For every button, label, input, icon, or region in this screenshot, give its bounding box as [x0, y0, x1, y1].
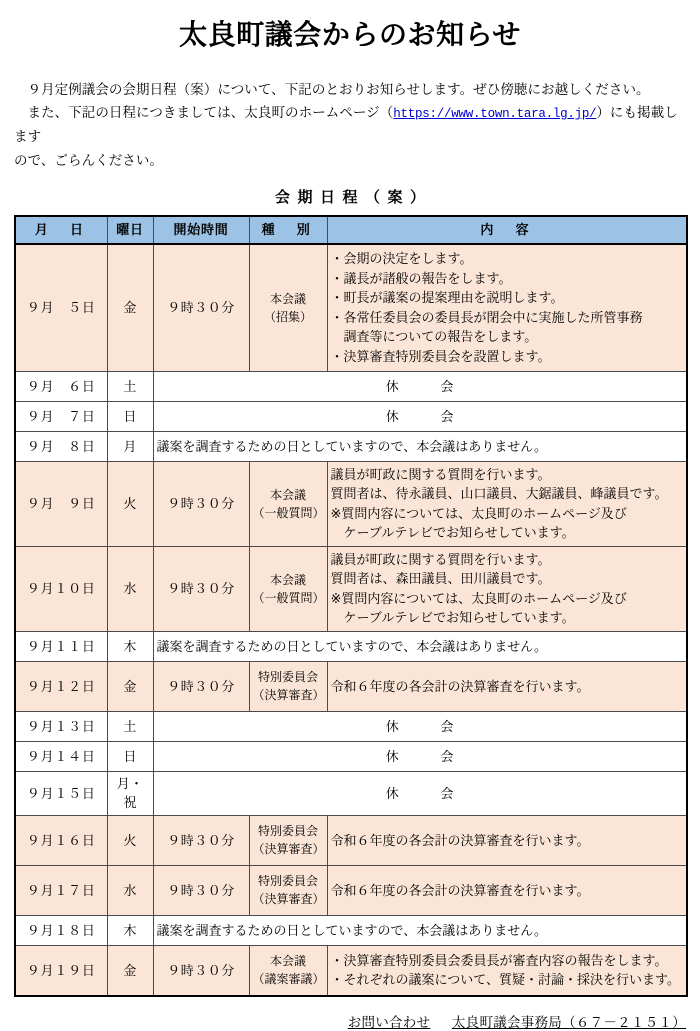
footer-contact: [0, 1011, 686, 1031]
type-line-2: （一般質問）: [252, 505, 325, 520]
cell-weekday: 木: [107, 915, 153, 945]
table-row: [15, 244, 687, 372]
content-line: ・町長が議案の提案理由を説明します。: [330, 290, 564, 306]
table-row: [15, 546, 687, 631]
cell-start-time: ９時３０分: [153, 945, 249, 996]
cell-date: ９月 ５日: [15, 244, 107, 372]
content-line: 議員が町政に関する質問を行います。: [330, 466, 551, 482]
table-row: [15, 431, 687, 461]
cell-content: [327, 815, 687, 865]
content-line: ・決算審査特別委員会委員長が審査内容の報告をします。: [330, 952, 668, 968]
table-row: [15, 771, 687, 815]
town-homepage-link[interactable]: https://www.town.tara.lg.jp/: [393, 106, 597, 121]
cell-weekday: 木: [107, 631, 153, 661]
cell-date: ９月１２日: [15, 661, 107, 711]
cell-content: [327, 546, 687, 631]
cell-start-time: ９時３０分: [153, 244, 249, 372]
cell-date: ９月 ８日: [15, 431, 107, 461]
recess-text-2: 会: [440, 785, 454, 801]
page-title: 太良町議会からのお知らせ: [179, 19, 521, 50]
type-line-1: 本会議: [269, 487, 306, 502]
cell-recess: [153, 711, 687, 741]
type-line-2: （決算審査）: [252, 892, 325, 907]
cell-date: ９月１７日: [15, 865, 107, 915]
recess-text-1: 休: [385, 748, 399, 764]
recess-text-1: 休: [385, 718, 399, 734]
content-line: 質問者は、待永議員、山口議員、大鋸議員、峰議員です。: [330, 486, 668, 502]
cell-no-session-note: 議案を調査するための日としていますので、本会議はありません。: [153, 631, 687, 661]
cell-weekday: 日: [107, 741, 153, 771]
contact-line: [348, 1015, 686, 1030]
content-line: ・会期の決定をします。: [330, 251, 473, 267]
cell-weekday: 土: [107, 711, 153, 741]
cell-content: [327, 461, 687, 546]
cell-date: ９月１０日: [15, 546, 107, 631]
table-row: [15, 371, 687, 401]
column-header-date: 月 日: [15, 216, 107, 244]
table-row: [15, 815, 687, 865]
cell-type: [249, 865, 327, 915]
column-header-content: 内 容: [327, 216, 687, 244]
content-line: ・各常任委員会の委員長が閉会中に実施した所管事務: [330, 309, 643, 325]
cell-recess: [153, 401, 687, 431]
table-row: [15, 915, 687, 945]
type-line-2: （一般質問）: [252, 590, 325, 605]
cell-type: [249, 244, 327, 372]
content-line: ・それぞれの議案について、質疑・討論・採決を行います。: [330, 972, 680, 988]
content-line: ・議長が諸般の報告をします。: [330, 270, 512, 286]
recess-text-1: 休: [385, 378, 399, 394]
intro-line-2-suffix: ）にも掲載します: [14, 104, 678, 145]
cell-start-time: ９時３０分: [153, 546, 249, 631]
recess-text-1: 休: [385, 785, 399, 801]
contact-label: お問い合わせ: [347, 1014, 431, 1030]
cell-date: ９月１９日: [15, 945, 107, 996]
table-row: [15, 631, 687, 661]
cell-start-time: ９時３０分: [153, 815, 249, 865]
recess-text-2: 会: [440, 378, 454, 394]
column-header-type: 種 別: [249, 216, 327, 244]
intro-line-2: [14, 101, 686, 149]
schedule-table-wrapper: [14, 215, 686, 997]
recess-text-2: 会: [440, 718, 454, 734]
type-line-2: （招集）: [263, 309, 312, 324]
cell-date: ９月 ７日: [15, 401, 107, 431]
cell-weekday: 火: [107, 461, 153, 546]
content-line: 令和６年度の各会計の決算審査を行います。: [330, 678, 590, 694]
cell-type: [249, 815, 327, 865]
content-line: 令和６年度の各会計の決算審査を行います。: [330, 832, 590, 848]
type-line-1: 特別委員会: [257, 874, 318, 889]
table-row: [15, 711, 687, 741]
content-line: 令和６年度の各会計の決算審査を行います。: [330, 882, 590, 898]
intro-line-2-prefix: また、下記の日程につきましては、太良町のホームページ（: [27, 104, 394, 120]
cell-weekday: 水: [107, 865, 153, 915]
type-line-2: （決算審査）: [252, 688, 325, 703]
content-line: 質問者は、森田議員、田川議員です。: [330, 571, 551, 587]
cell-date: ９月 ６日: [15, 371, 107, 401]
content-line: ケーブルテレビでお知らせしています。: [343, 525, 575, 541]
column-header-start-time: 開始時間: [153, 216, 249, 244]
cell-weekday: 月・祝: [107, 771, 153, 815]
cell-weekday: 日: [107, 401, 153, 431]
type-line-2: （決算審査）: [252, 842, 325, 857]
cell-content: [327, 661, 687, 711]
cell-date: ９月１４日: [15, 741, 107, 771]
cell-date: ９月１５日: [15, 771, 107, 815]
content-line: ケーブルテレビでお知らせしています。: [343, 610, 575, 626]
content-line: 調査等についての報告をします。: [343, 329, 538, 345]
cell-recess: [153, 371, 687, 401]
cell-type: [249, 661, 327, 711]
recess-text-2: 会: [440, 408, 454, 424]
cell-type: [249, 546, 327, 631]
table-row: [15, 741, 687, 771]
cell-recess: [153, 741, 687, 771]
table-row: [15, 865, 687, 915]
table-row: [15, 661, 687, 711]
session-schedule-table: [14, 215, 688, 997]
column-header-weekday: 曜日: [107, 216, 153, 244]
cell-recess: [153, 771, 687, 815]
cell-type: [249, 461, 327, 546]
cell-content: [327, 945, 687, 996]
content-line: 議員が町政に関する質問を行います。: [330, 551, 551, 567]
type-line-1: 本会議: [269, 291, 306, 306]
cell-date: ９月１３日: [15, 711, 107, 741]
type-line-1: 本会議: [269, 572, 306, 587]
intro-line-1: ９月定例議会の会期日程（案）について、下記のとおりお知らせします。ぜひ傍聴にお越しください。: [27, 81, 650, 97]
table-header-row: [15, 216, 687, 244]
content-line: ・決算審査特別委員会を設置します。: [330, 348, 551, 364]
cell-start-time: ９時３０分: [153, 461, 249, 546]
type-line-1: 本会議: [269, 954, 306, 969]
cell-type: [249, 945, 327, 996]
schedule-subtitle: 会期日程（案）: [274, 188, 433, 206]
cell-date: ９月１８日: [15, 915, 107, 945]
recess-text-2: 会: [440, 748, 454, 764]
cell-weekday: 火: [107, 815, 153, 865]
table-row: [15, 401, 687, 431]
cell-content: [327, 865, 687, 915]
cell-date: ９月 ９日: [15, 461, 107, 546]
cell-date: ９月１１日: [15, 631, 107, 661]
table-row: [15, 945, 687, 996]
cell-start-time: ９時３０分: [153, 865, 249, 915]
cell-weekday: 金: [107, 244, 153, 372]
cell-content: [327, 244, 687, 372]
cell-no-session-note: 議案を調査するための日としていますので、本会議はありません。: [153, 915, 687, 945]
schedule-table-body: [15, 244, 687, 996]
cell-start-time: ９時３０分: [153, 661, 249, 711]
content-line: ※質問内容については、太良町のホームページ及び: [330, 505, 627, 521]
table-row: [15, 461, 687, 546]
recess-text-1: 休: [385, 408, 399, 424]
cell-weekday: 金: [107, 661, 153, 711]
cell-no-session-note: 議案を調査するための日としていますので、本会議はありません。: [153, 431, 687, 461]
content-line: ※質問内容については、太良町のホームページ及び: [330, 590, 627, 606]
document-page: [0, 18, 700, 1030]
type-line-2: （議案審議）: [252, 972, 325, 987]
intro-paragraphs: [14, 78, 686, 172]
type-line-1: 特別委員会: [257, 670, 318, 685]
contact-office: 太良町議会事務局（６７－２１５１）: [451, 1014, 686, 1030]
cell-weekday: 金: [107, 945, 153, 996]
type-line-1: 特別委員会: [257, 824, 318, 839]
intro-line-3: ので、ごらんください。: [14, 152, 163, 168]
cell-weekday: 水: [107, 546, 153, 631]
cell-weekday: 月: [107, 431, 153, 461]
cell-date: ９月１６日: [15, 815, 107, 865]
cell-weekday: 土: [107, 371, 153, 401]
